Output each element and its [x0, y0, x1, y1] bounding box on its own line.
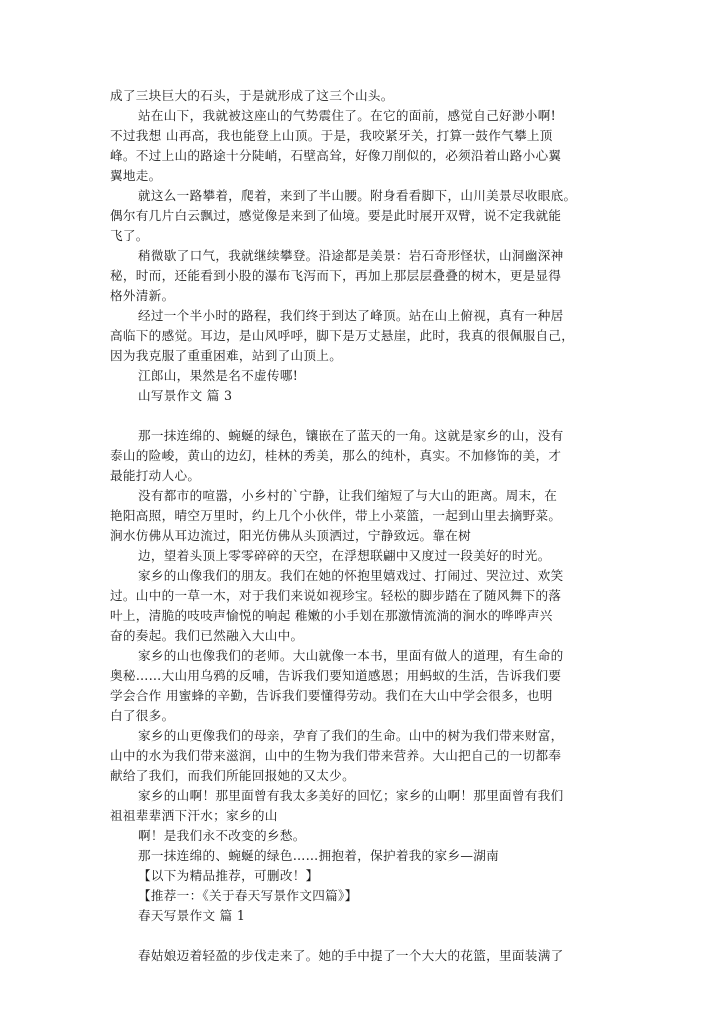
text-line: 学会合作 用蜜蜂的辛勤，告诉我们要懂得劳动。我们在大山中学会很多，也明 [110, 688, 553, 703]
text-line: 最能打动人心。 [110, 468, 201, 483]
text-line: 经过一个半小时的路程，我们终于到达了峰顶。站在山上俯视，真有一种居 [138, 308, 564, 323]
text-line: 奋的奏起。我们已然融入大山中。 [110, 628, 304, 643]
text-line: 江郎山，果然是名不虚传哪! [138, 368, 299, 383]
text-line: 献给了我们，而我们所能回报她的又太少。 [110, 768, 355, 783]
text-line: 那一抹连绵的、蜿蜒的绿色，镶嵌在了蓝天的一角。这就是家乡的山，没有 [138, 428, 564, 443]
text-line: 艳阳高照，晴空万里时，约上几个小伙伴，带上小菜篮，一起到山里去摘野菜。 [110, 508, 562, 523]
text-line: 奥秘……大山用乌鸦的反哺，告诉我们要知道感恩；用蚂蚁的生活，告诉我们要 [110, 668, 562, 683]
text-line: 偶尔有几片白云飘过，感觉像是来到了仙境。要是此时展开双臂，说不定我就能 [110, 208, 562, 223]
text-line: 过。山中的一草一木，对于我们来说如视珍宝。轻松的脚步踏在了随风舞下的落 [110, 588, 562, 603]
text-line: 春姑娘迈着轻盈的步伐走来了。她的手中提了一个大大的花篮，里面装满了 [138, 948, 564, 963]
recommend-note: 【以下为精品推荐，可删改！】 [138, 868, 319, 883]
text-line: 家乡的山也像我们的老师。大山就像一本书，里面有做人的道理，有生命的 [138, 648, 564, 663]
text-line: 峰。不过上山的路途十分陡峭，石壁高耸，好像刀削似的，必须沿着山路小心翼 [110, 148, 562, 163]
text-line: 涧水仿佛从耳边流过，阳光仿佛从头顶洒过，宁静致远。靠在树 [110, 528, 472, 543]
text-line: 白了很多。 [110, 708, 175, 723]
text-line: 高临下的感觉。耳边，是山风呼呼，脚下是万丈悬崖，此时，我真的很佩服自己， [110, 328, 575, 343]
text-line: 秘，时而，还能看到小股的瀑布飞泻而下，再加上那层层叠叠的树木，更是显得 [110, 268, 562, 283]
text-line: 边，望着头顶上零零碎碎的天空，在浮想联翩中又度过一段美好的时光。 [138, 548, 551, 563]
text-line: 飞了。 [110, 228, 149, 243]
text-line: 没有都市的喧嚣，小乡村的`宁静，让我们缩短了与大山的距离。周末，在 [138, 488, 558, 503]
text-line: 就这么一路攀着，爬着，来到了半山腰。附身看看脚下，山川美景尽收眼底。 [138, 188, 577, 203]
text-line: 山中的水为我们带来滋润，山中的生物为我们带来营养。大山把自己的一切都奉 [110, 748, 562, 763]
recommend-title: 【推荐一：《关于春天写景作文四篇》】 [138, 888, 358, 903]
text-line: 站在山下，我就被这座山的气势震住了。在它的面前，感觉自己好渺小啊! [138, 108, 556, 123]
section-heading: 春天写景作文 篇 1 [138, 908, 246, 923]
text-line: 翼地走。 [110, 168, 162, 183]
section-heading: 山写景作文 篇 3 [138, 388, 233, 403]
text-line: 那一抹连绵的、蜿蜒的绿色……拥抱着，保护着我的家乡—湖南 [138, 848, 500, 863]
text-line: 家乡的山啊！那里面曾有我太多美好的回忆；家乡的山啊！那里面曾有我们 [138, 788, 564, 803]
text-line: 家乡的山更像我们的母亲，孕育了我们的生命。山中的树为我们带来财富， [138, 728, 564, 743]
text-line: 不过我想 山再高，我也能登上山顶。于是，我咬紧牙关，打算一鼓作气攀上顶 [110, 128, 553, 143]
text-line: 泰山的险峻，黄山的边幻，桂林的秀美，那么的纯朴，真实。不加修饰的美，才 [110, 448, 562, 463]
text-line: 稍微歇了口气，我就继续攀登。沿途都是美景：岩石奇形怪状，山洞幽深神 [138, 248, 564, 263]
text-line: 叶上，清脆的吱吱声愉悦的响起 稚嫩的小手划在那激情流淌的涧水的哗哗声兴 [110, 608, 553, 623]
text-line: 成了三块巨大的石头，于是就形成了这三个山头。 [110, 88, 394, 103]
text-line: 祖祖辈辈洒下汗水；家乡的山 [110, 808, 278, 823]
text-line: 因为我克服了重重困难，站到了山顶上。 [110, 348, 343, 363]
text-line: 家乡的山像我们的朋友。我们在她的怀抱里嬉戏过、打闹过、哭泣过、欢笑 [138, 568, 564, 583]
text-line: 格外清新。 [110, 288, 175, 303]
text-line: 啊！是我们永不改变的乡愁。 [138, 828, 306, 843]
